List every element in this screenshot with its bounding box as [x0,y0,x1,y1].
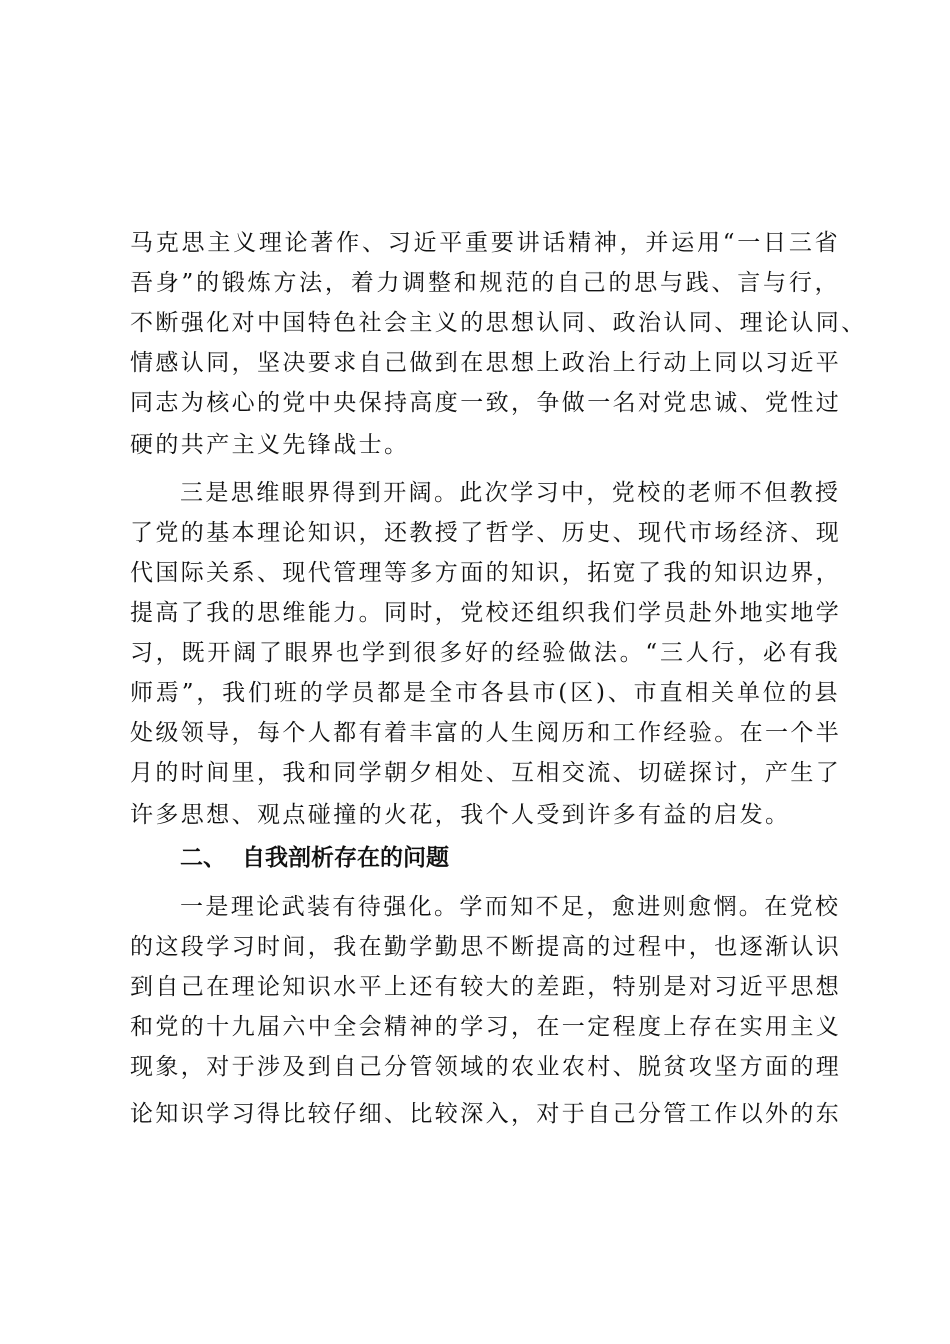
paragraph-2-line-8: 月的时间里，我和同学朝夕相处、互相交流、切磋探讨，产生了 [130,760,842,786]
paragraph-1-line-5: 同志为核心的党中央保持高度一致，争做一名对党忠诚、党性过 [130,390,842,416]
paragraph-2-line-5: 习，既开阔了眼界也学到很多好的经验做法。“三人行，必有我 [130,640,840,666]
paragraph-2-line-1: 三是思维眼界得到开阔。此次学习中，党校的老师不但教授 [180,480,841,506]
paragraph-1-line-2: 吾身”的锻炼方法，着力调整和规范的自己的思与践、言与行， [130,270,840,296]
paragraph-3-line-2: 的这段学习时间，我在勤学勤思不断提高的过程中，也逐渐认识 [130,934,842,960]
paragraph-1-line-1: 马克思主义理论著作、习近平重要讲话精神，并运用“一日三省 [130,230,840,256]
paragraph-3-line-1: 一是理论武装有待强化。学而知不足，愈进则愈惘。在党校 [180,894,841,920]
section-heading-number: 二、 [180,845,226,871]
paragraph-1-line-4: 情感认同，坚决要求自己做到在思想上政治上行动上同以习近平 [130,350,842,376]
paragraph-3-line-6: 论知识学习得比较仔细、比较深入，对于自己分管工作以外的东 [130,1101,842,1127]
paragraph-2-line-6: 师焉”，我们班的学员都是全市各县市(区)、市直相关单位的县 [130,680,840,706]
paragraph-1-line-3: 不断强化对中国特色社会主义的思想认同、政治认同、理论认同、 [130,310,867,336]
paragraph-2-line-9: 许多思想、观点碰撞的火花，我个人受到许多有益的启发。 [130,802,791,828]
section-heading [180,843,449,873]
paragraph-1-line-6: 硬的共产主义先锋战士。 [130,432,410,458]
paragraph-3-line-3: 到自己在理论知识水平上还有较大的差距，特别是对习近平思想 [130,974,842,1000]
section-heading-title: 自我剖析存在的问题 [242,845,449,871]
paragraph-2-line-4: 提高了我的思维能力。同时，党校还组织我们学员赴外地实地学 [130,600,842,626]
paragraph-3-line-5: 现象，对于涉及到自己分管领域的农业农村、脱贫攻坚方面的理 [130,1054,842,1080]
paragraph-3-line-4: 和党的十九届六中全会精神的学习，在一定程度上存在实用主义 [130,1014,842,1040]
paragraph-2-line-2: 了党的基本理论知识，还教授了哲学、历史、现代市场经济、现 [130,520,842,546]
paragraph-2-line-7: 处级领导，每个人都有着丰富的人生阅历和工作经验。在一个半 [130,720,842,746]
paragraph-2-line-3: 代国际关系、现代管理等多方面的知识，拓宽了我的知识边界， [130,560,842,586]
